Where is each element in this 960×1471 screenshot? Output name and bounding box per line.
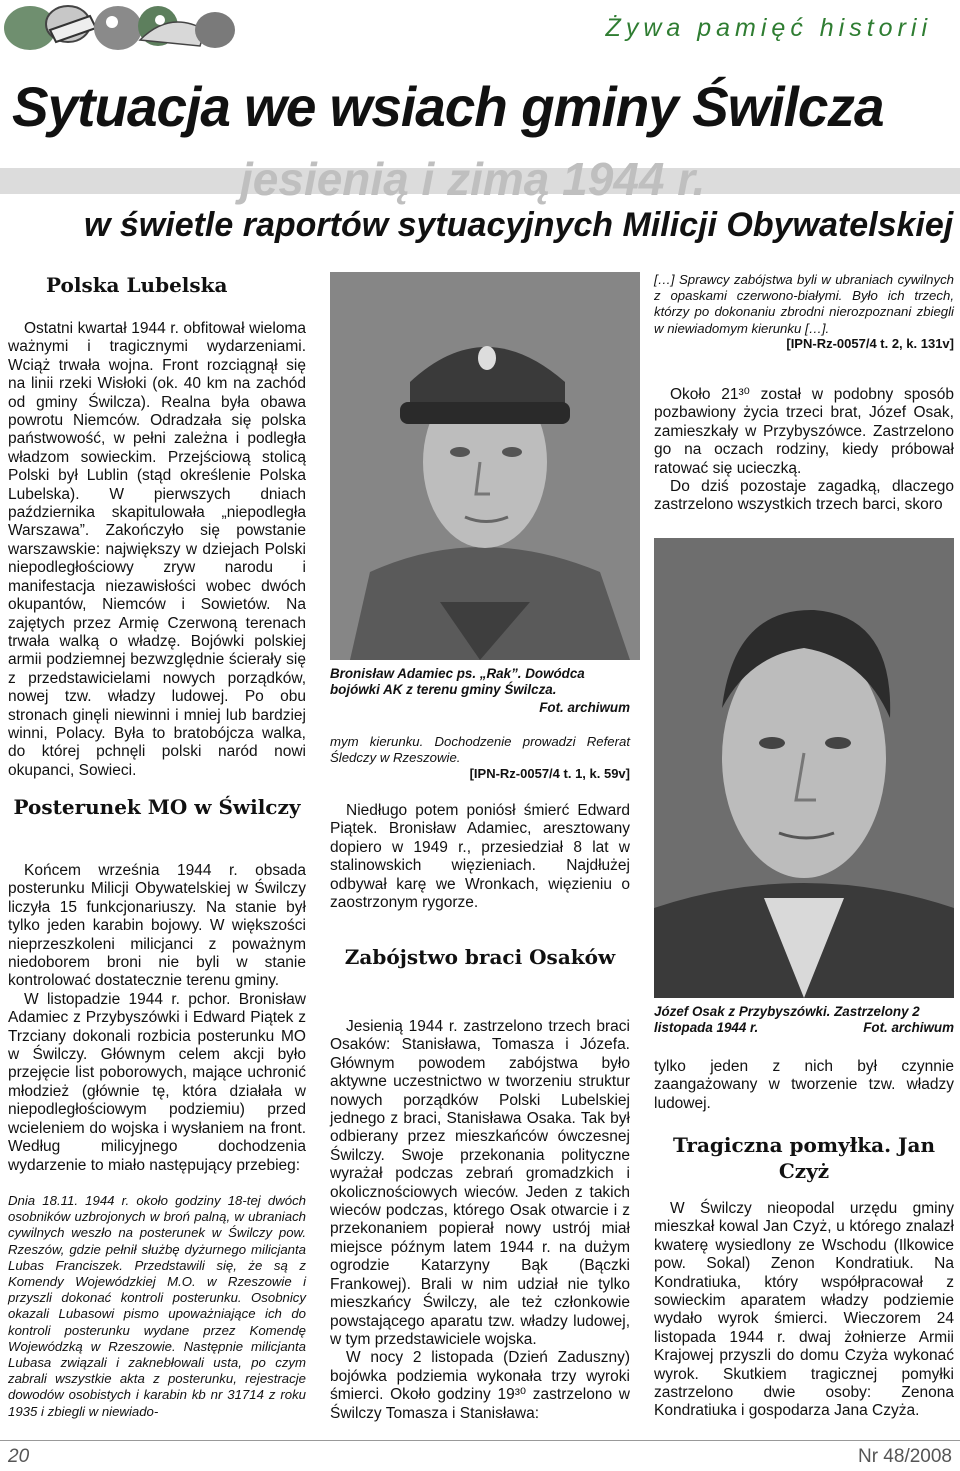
issue-number: Nr 48/2008 xyxy=(857,1446,952,1467)
paragraph: W Świlczy nieopodal urzędu gminy mieszkał kowal Jan Czyż, u którego znalazł kwaterę wysiedlony ze Wschodu (Ilkowice pow. Sokal) Zenon Kondratiuk. Na Kondratiuka, który współpracował z sowieckim aparatem władzy podziemie wydało wyrok śmierci. Wieczorem 24 listopada 1944 r. dwaj żołnierze Armii Krajowej przyszli do domu Czyża wykonać wyrok. Skutkiem tragicznej pomyłki zastrzelono dwie osoby: Zenona Kondratiuka i gospodarza Jana Czyża. xyxy=(654,1200,954,1420)
caption-osak: Józef Osak z Przybyszówki. Zastrzelony 2 listopada 1944 r. xyxy=(654,1004,920,1035)
portrait-image xyxy=(330,272,640,660)
paragraph: Około 21³⁰ został w podobny sposób pozbawiony życia trzeci brat, Józef Osak, zamieszkały w Przybyszówce. Zastrzelono go na oczach rodziny, kiedy próbował ratować się ucieczką. xyxy=(654,386,954,477)
caption-osak-credit: Fot. archiwum xyxy=(863,1020,954,1035)
photo-jozef-osak xyxy=(654,538,954,998)
heading-tragiczna-pomylka: Tragiczna pomyłka. Jan Czyż xyxy=(672,1133,935,1183)
paragraph: Do dziś pozostaje zagadką, dlaczego zastrzelono wszystkich trzech barci, skoro xyxy=(654,478,954,514)
paragraph: W listopadzie 1944 r. pchor. Bronisław Adamiec z Przybyszówki i Edward Piątek z Trzciany dokonali rozbicia posterunku MO w Świlczy. Głównym celem akcji było przejęcie list poborowych, mające uchronić młodzież (głównie tę, która działała w niepodległościowym podziemiu) przed wcieleniem do wojska i wysłaniem na front. Według milicyjnego dochodzenia wydarzenie to miało następujący przebieg: xyxy=(8,990,306,1174)
portrait-image xyxy=(654,538,954,998)
report-quote-2: […] Sprawcy zabójstwa byli w ubraniach cywilnych z opaskami czerwono-białymi. Było ich trzech, którzy po dokonaniu zbrodni nierozpoznani zbiegli w niewiadomym kierunku […]. xyxy=(654,272,954,336)
column-3-text xyxy=(654,386,954,515)
article-title: Sytuacja we wsiach gminy Świlcza xyxy=(12,75,884,138)
paragraph: W nocy 2 listopada (Dzień Zaduszny) bojówka podziemia wykonała trzy wyroki śmierci. Około godziny 19³⁰ zastrzelono w Świlczy Tomasza i Stanisława: xyxy=(330,1349,630,1422)
caption-adamiec: Bronisław Adamiec ps. „Rak”. Dowódca bojówki AK z terenu gminy Świlcza. xyxy=(330,666,585,697)
masthead-illustration xyxy=(0,0,250,58)
paragraph: Ostatni kwartał 1944 r. obfitował wieloma ważnymi i tragicznymi wydarzeniami. Wciąż trwała wojna. Front rozciągnął się na linii rzeki Wisłoki (ok. 40 km na zachód od gminy Świlcza). Realna była obawa powrotu Niemców. Odradzała się polska państwowość, w pełni zależna i podległa władzom sowieckim. Przejściową stolicą Polski był Lublin (stąd określenie Polska Lubelska). W pierwszych dniach października skapitulowała „niepodległa Warszawa”. Zakończyło się powstanie warszawskie: największy w dziejach Polski niepodległościowy zryw narodu i manifestacja niezawisłości wobec dwóch okupantów, Niemców i Sowietów. Na zajętych przez Armię Czerwoną terenach trwała walką o władzę. Bojówki polskiej armii podziemnej bezwzględnie ścierały się z przedstawicielami nowych porządków, nowej tzw. władzy ludowej. Po obu stronach ginęli niewinni i mniej lub bardziej winni, Polacy. Była to bratobójcza walka, do której pchnęli polski naród nowi okupanci, Sowieci. xyxy=(8,320,306,779)
quote-source-1: [IPN-Rz-0057/4 t. 1, k. 59v] xyxy=(469,766,630,781)
footer-divider xyxy=(0,1440,960,1441)
column-1-text-2 xyxy=(8,862,306,1175)
paragraph: Niedługo potem poniósł śmierć Edward Piątek. Bronisław Adamiec, aresztowany dopiero w 1949 r., przesiedział 8 lat w stalinowskich więzieniach. Najdłużej odbywał karę we Wronkach, więzieniu o zaostrzonym rygorze. xyxy=(330,802,630,912)
column-2-text-2 xyxy=(330,1018,630,1423)
masthead-logo xyxy=(0,0,250,58)
heading-zabojstwo-osakow: Zabójstwo braci Osaków xyxy=(344,945,616,969)
photo-bronislaw-adamiec xyxy=(330,272,640,660)
paragraph: Jesienią 1944 r. zastrzelono trzech braci Osaków: Stanisława, Tomasza i Józefa. Głównym powodem zabójstwa było aktywne uczestnictwo w tworzeniu struktur nowych porządków Polski Lubelskiej jednego z braci, Stanisława Osaka. Tak był odbierany przez mieszkańców ówczesnej Świlczy. Swoje przekonania polityczne wyrażał podczas zebrań gromadzkich i okolicznościowych wieców. Jeden z takich wieców podczas, którego Osak otwarcie i z przekonaniem popierał nowy ustrój miał miejsce późnym latem 1944 r. na dużym ogrodzie Katarzyny Bąk (Bączki Frankowej). Brali w nim udział nie tylko mieszkańcy Świlczy, ale też członkowie powstającego aparatu tzw. władzy ludowej, w tym przedstawiciele wojska. xyxy=(330,1018,630,1348)
quote-source-2: [IPN-Rz-0057/4 t. 2, k. 131v] xyxy=(786,336,954,351)
heading-posterunek-mo: Posterunek MO w Świlczy xyxy=(13,795,301,819)
article-subtitle: w świetle raportów sytuacyjnych Milicji Obywatelskiej xyxy=(84,206,954,244)
heading-polska-lubelska: Polska Lubelska xyxy=(46,273,228,297)
paragraph: Końcem września 1944 r. obsada posterunku Milicji Obywatelskiej w Świlczy liczyła 15 funkcjonariuszy. Na stanie był tylko jeden karabin bojowy. W większości nieprzeszkoleni milicjanci z poważnym niedoborem broni nie byli w stanie kontrolować dostatecznie terenu gminy. xyxy=(8,862,306,990)
column-1-text xyxy=(8,320,306,780)
page-number: 20 xyxy=(8,1446,30,1467)
title-date-line: jesienią i zimą 1944 r. xyxy=(240,153,706,205)
column-3-text-2 xyxy=(654,1058,954,1113)
column-3-text-3 xyxy=(654,1200,954,1421)
report-quote-1: Dnia 18.11. 1944 r. około godziny 18-tej dwóch osobników uzbrojonych w broń palną, w ubraniach cywilnych weszło na posterunek w Świlczy pow. Rzeszów, gdzie pełnił służbę dyżurnego milicjanta Lubas Franciszek. Przedstawili się, że są z Komendy Wojewódzkiej M.O. w Rzeszowie i przyszli dokonać kontroli posterunku. Osobnicy okazali Lubasowi pismo upoważniające ich do kontroli posterunku wydane przez Komendę Wojewódzką w Rzeszowie. Następnie milicjanta Lubasa związali i zaknebłowali usta, po czym zabrali wszystkie akta z posterunku, rejestracje dowodów osobistych i karabin kb nr 31714 z roku 1935 i zbiegli w niewiado- xyxy=(8,1193,306,1419)
report-quote-1-continued: mym kierunku. Dochodzenie prowadzi Referat Śledczy w Rzeszowie. xyxy=(330,734,630,766)
column-2-text xyxy=(330,802,630,912)
caption-adamiec-credit: Fot. archiwum xyxy=(539,700,630,715)
section-tag: Żywa pamięć historii xyxy=(605,14,932,42)
paragraph: tylko jeden z nich był czynnie zaangażowany w tworzenie tzw. władzy ludowej. xyxy=(654,1058,954,1112)
